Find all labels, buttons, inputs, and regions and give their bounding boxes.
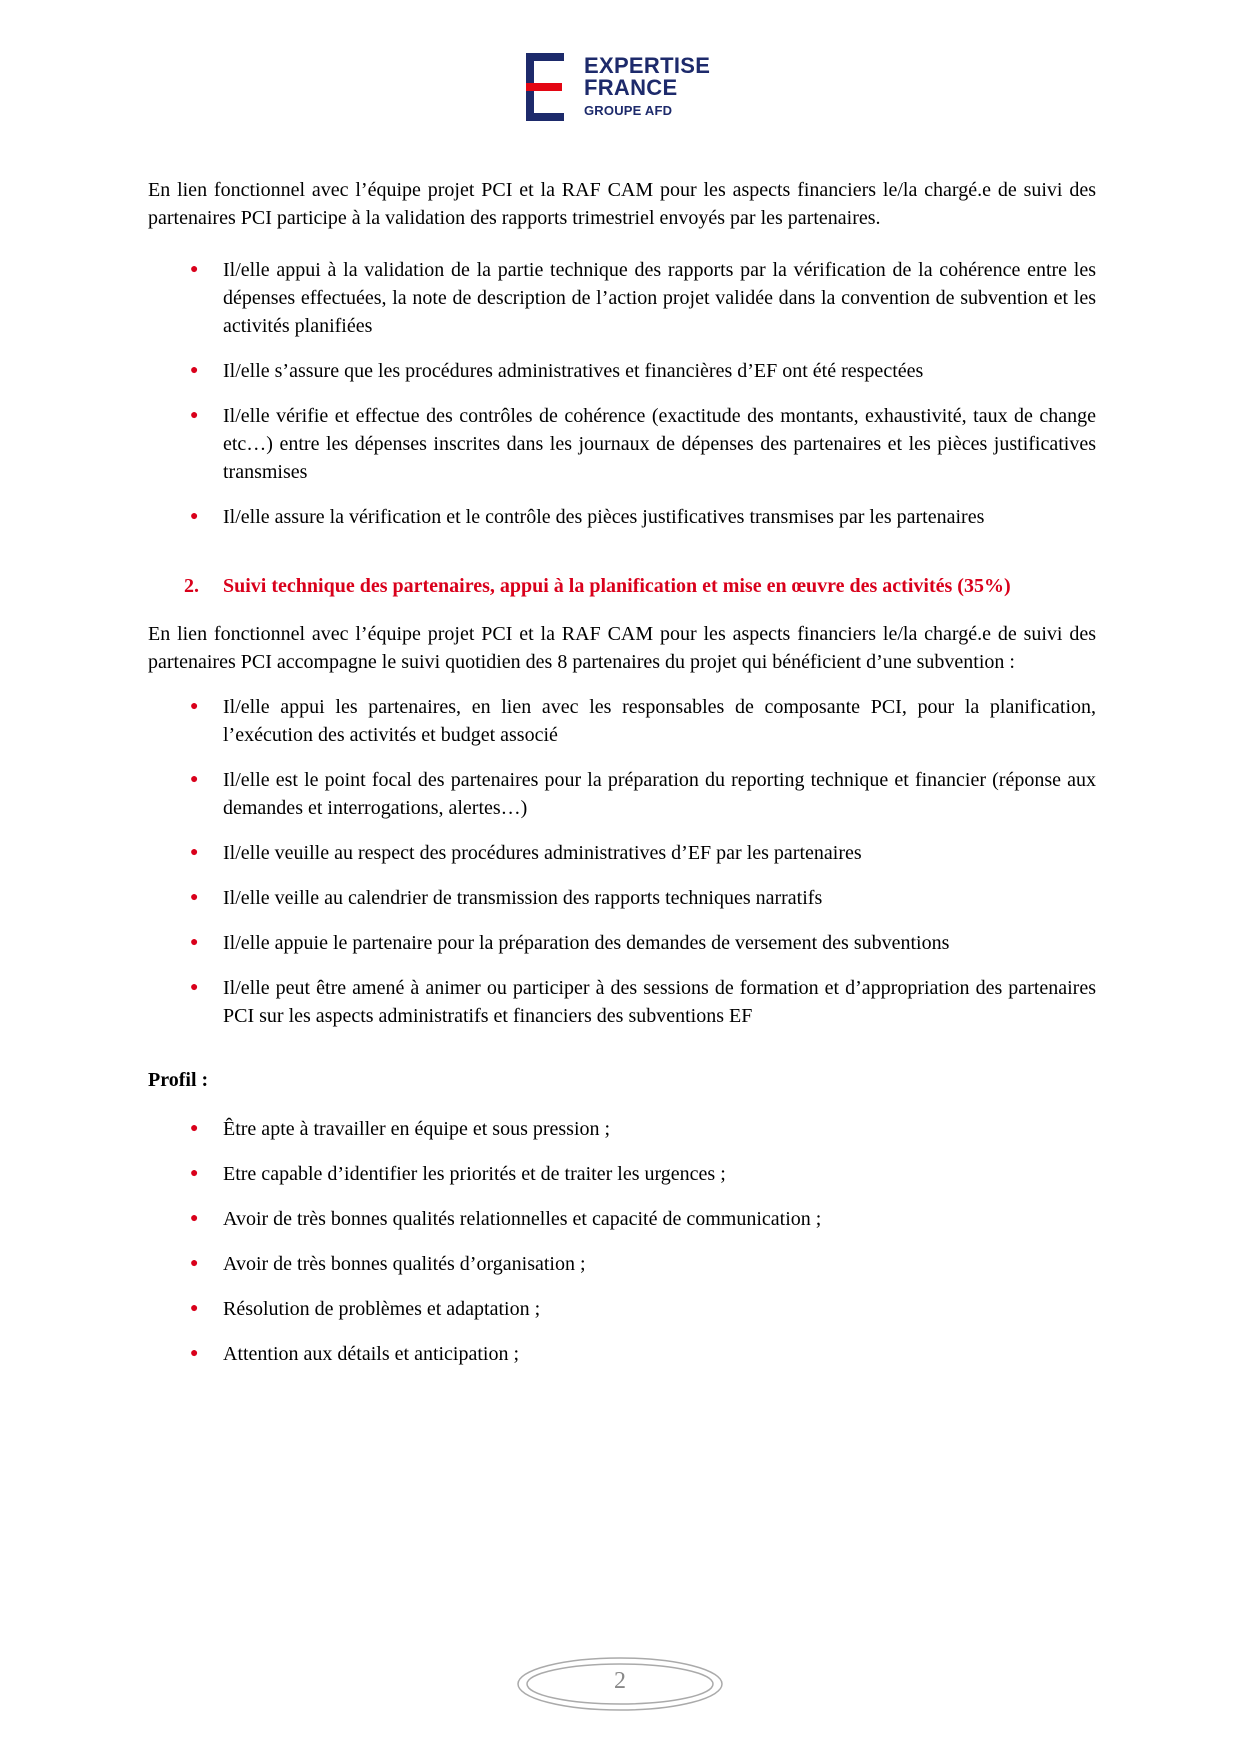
list-item: ● Il/elle veille au calendrier de transmission des rapports techniques narratifs — [148, 884, 1096, 912]
list-item: ● Attention aux détails et anticipation ; — [148, 1340, 1096, 1368]
logo-line-expertise: EXPERTISE — [584, 53, 711, 78]
list-item: ● Il/elle appuie le partenaire pour la préparation des demandes de versement des subventions — [148, 929, 1096, 957]
bullet-icon: ● — [190, 980, 199, 995]
section2-bullet-list — [148, 693, 1096, 1030]
bullet-icon: ● — [190, 890, 199, 905]
section2-number: 2. — [184, 575, 199, 597]
bullet-icon: ● — [190, 363, 199, 378]
list-item: ● Il/elle appui les partenaires, en lien avec les responsables de composante PCI, pour la planification, l’exécution des activités et budget associé — [148, 693, 1096, 749]
list-item: ● Avoir de très bonnes qualités relationnelles et capacité de communication ; — [148, 1205, 1096, 1233]
bullet-icon: ● — [190, 1301, 199, 1316]
list-item: ● Il/elle appui à la validation de la partie technique des rapports par la vérification de la cohérence entre les dépenses effectuées, la note de description de l’action projet validée dans la convention de subvention et les activités planifiées — [148, 256, 1096, 340]
bullet-icon: ● — [190, 1121, 199, 1136]
bullet-icon: ● — [190, 699, 199, 714]
bullet-icon: ● — [190, 845, 199, 860]
list-item: ● Il/elle vérifie et effectue des contrôles de cohérence (exactitude des montants, exhaustivité, taux de change etc…) entre les dépenses inscrites dans les journaux de dépenses des partenaires et les pièces justificatives transmises — [148, 402, 1096, 486]
section1-bullet-list — [148, 256, 1096, 531]
section2-heading-text: Suivi technique des partenaires, appui à la planification et mise en œuvre des activités (35%) — [223, 575, 1011, 597]
profil-bullet-list — [148, 1115, 1096, 1368]
list-item: ● Il/elle peut être amené à animer ou participer à des sessions de formation et d’appropriation des partenaires PCI sur les aspects administratifs et financiers des subventions EF — [148, 974, 1096, 1030]
list-item: ● Il/elle assure la vérification et le contrôle des pièces justificatives transmises par les partenaires — [148, 503, 1096, 531]
expertise-france-logo — [526, 53, 726, 123]
list-item: ● Résolution de problèmes et adaptation ; — [148, 1295, 1096, 1323]
bullet-icon: ● — [190, 408, 199, 423]
logo-line-groupe-afd: GROUPE AFD — [584, 103, 673, 118]
bullet-icon: ● — [190, 509, 199, 524]
bullet-icon: ● — [190, 1346, 199, 1361]
page-number — [515, 1654, 725, 1714]
bullet-icon: ● — [190, 1211, 199, 1226]
logo-mark-icon — [526, 53, 566, 121]
section1-intro: En lien fonctionnel avec l’équipe projet PCI et la RAF CAM pour les aspects financiers le/la chargé.e de suivi des partenaires PCI participe à la validation des rapports trimestriel envoyés par les partenaires. — [148, 179, 1096, 229]
logo-line-france: FRANCE — [584, 75, 678, 100]
list-item: ● Il/elle est le point focal des partenaires pour la préparation du reporting technique et financier (réponse aux demandes et interrogations, alertes…) — [148, 766, 1096, 822]
list-item: ● Il/elle veuille au respect des procédures administratives d’EF par les partenaires — [148, 839, 1096, 867]
bullet-icon: ● — [190, 772, 199, 787]
profil-heading: Profil : — [148, 1069, 209, 1091]
page-number-text: 2 — [614, 1668, 626, 1694]
logo-text — [584, 55, 710, 121]
section2-heading — [148, 572, 1096, 600]
bullet-icon: ● — [190, 1166, 199, 1181]
list-item: ● Etre capable d’identifier les priorités et de traiter les urgences ; — [148, 1160, 1096, 1188]
section2-intro: En lien fonctionnel avec l’équipe projet PCI et la RAF CAM pour les aspects financiers le/la chargé.e de suivi des partenaires PCI accompagne le suivi quotidien des 8 partenaires du projet qui bénéficient d’une subvention : — [148, 623, 1096, 673]
list-item: ● Il/elle s’assure que les procédures administratives et financières d’EF ont été respectées — [148, 357, 1096, 385]
list-item: ● Être apte à travailler en équipe et sous pression ; — [148, 1115, 1096, 1143]
list-item: ● Avoir de très bonnes qualités d’organisation ; — [148, 1250, 1096, 1278]
bullet-icon: ● — [190, 935, 199, 950]
bullet-icon: ● — [190, 262, 199, 277]
document-body — [148, 176, 1096, 1385]
bullet-icon: ● — [190, 1256, 199, 1271]
